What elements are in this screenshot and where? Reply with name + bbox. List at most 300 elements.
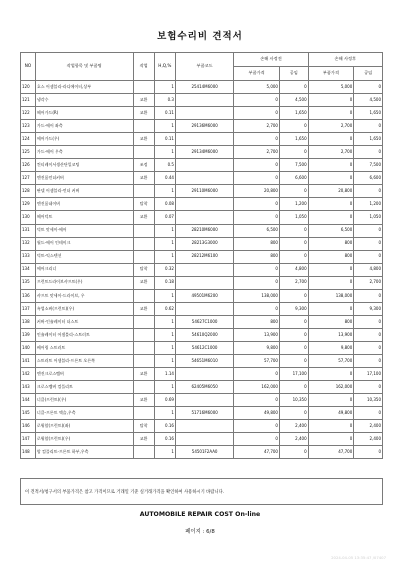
row-part-price-after: 47,700 [308, 446, 354, 459]
row-work-type: 탈착 [133, 420, 154, 433]
table-row [21, 237, 383, 250]
table-row [21, 81, 383, 94]
row-part-price-after: 0 [308, 172, 354, 185]
row-no: 123 [21, 120, 36, 133]
price-note: 이 견적서/청구서의 부품가격은 참고 가격이므로 거래일 기준 실거래가격을 확인하여 사용하시기 바랍니다. [20, 478, 383, 505]
row-part-code [175, 420, 233, 433]
row-labor-after: 4,500 [354, 94, 383, 107]
row-labor-before: 1,200 [279, 198, 308, 211]
table-row [21, 146, 383, 159]
row-item-name: 엔진룸언더커버 [35, 172, 133, 185]
row-part-code [175, 394, 233, 407]
header-before-group: 손해 사정전 [234, 53, 308, 67]
row-part-price-before: 49,800 [234, 407, 280, 420]
table-row [21, 420, 383, 433]
row-part-price-after: 0 [308, 433, 354, 446]
row-work-type [133, 237, 154, 250]
row-labor-before: 0 [279, 381, 308, 394]
row-part-code: 54651M6010 [175, 354, 233, 367]
row-part-code: 54612C1000 [175, 341, 233, 354]
row-labor-after: 0 [354, 446, 383, 459]
row-work-type [133, 81, 154, 94]
row-hq: 0.5 [154, 159, 175, 172]
row-work-type: 교환 [133, 94, 154, 107]
row-part-price-before: 0 [234, 368, 280, 381]
row-hq: 1 [154, 237, 175, 250]
row-part-code: 49501M6200 [175, 289, 233, 302]
row-labor-before: 0 [279, 315, 308, 328]
header-part-price-after: 부품가격 [308, 67, 354, 81]
row-hq: 0.11 [154, 107, 175, 120]
row-work-type [133, 224, 154, 237]
row-part-price-after: 0 [308, 94, 354, 107]
row-labor-after: 9,300 [354, 302, 383, 315]
row-item-name: 가드-에어 좌측 [35, 120, 133, 133]
header-item: 작업항목 및 부품명 [35, 53, 133, 81]
row-work-type [133, 341, 154, 354]
row-no: 125 [21, 146, 36, 159]
row-labor-after: 0 [354, 407, 383, 420]
row-part-price-before: 0 [234, 394, 280, 407]
row-part-price-after: 800 [308, 237, 354, 250]
row-work-type: 교환 [133, 211, 154, 224]
row-labor-before: 0 [279, 146, 308, 159]
row-labor-before: 0 [279, 446, 308, 459]
row-labor-after: 1,650 [354, 133, 383, 146]
row-work-type: 교환 [133, 433, 154, 446]
row-hq: 1 [154, 381, 175, 394]
row-labor-before: 0 [279, 354, 308, 367]
row-labor-before: 2,400 [279, 420, 308, 433]
row-labor-after: 4,800 [354, 263, 383, 276]
row-hq: 1.14 [154, 368, 175, 381]
row-no: 132 [21, 237, 36, 250]
row-part-price-after: 162,000 [308, 381, 354, 394]
header-part-price-before: 부품가격 [234, 67, 280, 81]
row-labor-before: 1,650 [279, 133, 308, 146]
row-part-price-after: 800 [308, 250, 354, 263]
row-part-price-before: 800 [234, 250, 280, 263]
row-item-name: 암 컴플리트-프론트 하부,우측 [35, 446, 133, 459]
row-work-type [133, 250, 154, 263]
row-no: 147 [21, 433, 36, 446]
row-part-price-after: 2,700 [308, 146, 354, 159]
row-part-price-before: 800 [234, 315, 280, 328]
table-row [21, 224, 383, 237]
row-part-price-before: 0 [234, 94, 280, 107]
row-hq: 0.08 [154, 198, 175, 211]
row-item-name: 쇽업소버(프런트)(우) [35, 302, 133, 315]
row-labor-after: 1,050 [354, 211, 383, 224]
row-no: 127 [21, 172, 36, 185]
header-code: 부품코드 [175, 53, 233, 81]
row-part-price-after: 0 [308, 198, 354, 211]
row-part-price-before: 162,000 [234, 381, 280, 394]
row-part-price-before: 0 [234, 276, 280, 289]
row-part-price-after: 0 [308, 133, 354, 146]
row-no: 145 [21, 407, 36, 420]
row-part-price-before: 2,700 [234, 146, 280, 159]
row-item-name: 샤프트 앗세이-드라이브, 우 [35, 289, 133, 302]
row-labor-after: 0 [354, 224, 383, 237]
row-part-price-before: 57,700 [234, 354, 280, 367]
row-hq: 1 [154, 120, 175, 133]
row-part-price-before: 800 [234, 237, 280, 250]
row-hq: 0.3 [154, 94, 175, 107]
row-part-code: 51716M6000 [175, 407, 233, 420]
row-labor-before: 0 [279, 237, 308, 250]
table-row [21, 446, 383, 459]
table-row [21, 433, 383, 446]
row-part-price-after: 9,800 [308, 341, 354, 354]
row-labor-before: 1,050 [279, 211, 308, 224]
table-row [21, 172, 383, 185]
table-row [21, 250, 383, 263]
row-labor-after: 0 [354, 146, 383, 159]
estimate-table [20, 52, 383, 459]
row-work-type: 조정 [133, 159, 154, 172]
row-part-price-before: 47,700 [234, 446, 280, 459]
row-hq: 1 [154, 341, 175, 354]
table-row [21, 263, 383, 276]
row-work-type [133, 315, 154, 328]
row-labor-after: 0 [354, 120, 383, 133]
row-no: 141 [21, 354, 36, 367]
table-row [21, 394, 383, 407]
row-labor-after: 0 [354, 328, 383, 341]
row-work-type: 탈착 [133, 263, 154, 276]
table-row [21, 185, 383, 198]
row-work-type: 교환 [133, 133, 154, 146]
row-no: 129 [21, 198, 36, 211]
row-part-price-after: 0 [308, 420, 354, 433]
row-labor-before: 0 [279, 289, 308, 302]
row-no: 136 [21, 289, 36, 302]
row-work-type: 교환 [133, 394, 154, 407]
row-labor-before: 0 [279, 341, 308, 354]
header-labor-before: 공임 [279, 67, 308, 81]
row-part-code: 28212M6100 [175, 250, 233, 263]
print-timestamp: 2024-04-05 13:35:47 /07407 [331, 555, 386, 560]
row-no: 134 [21, 263, 36, 276]
row-part-code: 54501F2AA0 [175, 446, 233, 459]
table-row [21, 159, 383, 172]
row-part-price-after: 0 [308, 211, 354, 224]
row-no: 142 [21, 368, 36, 381]
row-work-type: 교환 [133, 107, 154, 120]
row-part-code: 62405M6050 [175, 381, 233, 394]
row-work-type: 교환 [133, 172, 154, 185]
row-work-type [133, 289, 154, 302]
row-item-name: 헤어가드(R) [35, 107, 133, 120]
row-part-code [175, 159, 233, 172]
row-hq: 1 [154, 185, 175, 198]
row-no: 139 [21, 328, 36, 341]
row-no: 121 [21, 94, 36, 107]
row-labor-after: 0 [354, 185, 383, 198]
row-part-price-after: 0 [308, 276, 354, 289]
row-part-price-after: 0 [308, 368, 354, 381]
row-part-code [175, 263, 233, 276]
row-hq: 1 [154, 289, 175, 302]
table-row [21, 328, 383, 341]
row-item-name: 베어링 스트러트 [35, 341, 133, 354]
row-work-type [133, 146, 154, 159]
row-item-name: 프런트드라이브샤프트(우) [35, 276, 133, 289]
row-no: 135 [21, 276, 36, 289]
row-part-price-after: 0 [308, 263, 354, 276]
row-labor-before: 2,400 [279, 433, 308, 446]
row-part-price-after: 0 [308, 302, 354, 315]
row-work-type [133, 354, 154, 367]
table-row [21, 120, 383, 133]
row-part-price-before: 0 [234, 172, 280, 185]
row-part-price-before: 0 [234, 263, 280, 276]
row-hq: 1 [154, 81, 175, 94]
row-labor-after: 1,200 [354, 198, 383, 211]
row-part-price-before: 0 [234, 198, 280, 211]
row-part-price-after: 138,000 [308, 289, 354, 302]
row-part-code: 29134M6000 [175, 146, 233, 159]
document-title: 보험수리비 견적서 [157, 31, 243, 42]
row-part-price-after: 800 [308, 315, 354, 328]
row-labor-after: 0 [354, 81, 383, 94]
row-part-price-after: 0 [308, 394, 354, 407]
row-no: 146 [21, 420, 36, 433]
row-hq: 1 [154, 224, 175, 237]
row-hq: 0.44 [154, 172, 175, 185]
row-part-price-before: 20,800 [234, 185, 280, 198]
row-labor-after: 0 [354, 315, 383, 328]
row-item-name: 너클-프론트 액슬,우측 [35, 407, 133, 420]
row-item-name: 월드-에어 인테이크 [35, 237, 133, 250]
row-work-type [133, 185, 154, 198]
row-labor-after: 0 [354, 354, 383, 367]
row-item-name: 헤어덕트 [35, 211, 133, 224]
row-item-name: 커버-인슐레이터 더스트 [35, 315, 133, 328]
row-no: 138 [21, 315, 36, 328]
row-labor-after: 0 [354, 250, 383, 263]
table-row [21, 407, 383, 420]
row-no: 143 [21, 381, 36, 394]
row-no: 122 [21, 107, 36, 120]
row-labor-before: 10,350 [279, 394, 308, 407]
row-part-price-after: 49,800 [308, 407, 354, 420]
row-labor-after: 0 [354, 381, 383, 394]
row-labor-after: 1,650 [354, 107, 383, 120]
row-item-name: 냉각수 [35, 94, 133, 107]
row-labor-before: 0 [279, 81, 308, 94]
row-part-price-after: 57,700 [308, 354, 354, 367]
row-part-price-before: 0 [234, 420, 280, 433]
row-part-price-before: 0 [234, 133, 280, 146]
row-hq: 0.32 [154, 263, 175, 276]
row-part-price-after: 20,800 [308, 185, 354, 198]
row-part-code [175, 276, 233, 289]
row-labor-before: 0 [279, 407, 308, 420]
row-part-price-after: 2,700 [308, 120, 354, 133]
row-labor-before: 7,500 [279, 159, 308, 172]
header-after-group: 손해 사정후 [308, 53, 382, 67]
row-hq: 0.18 [154, 276, 175, 289]
row-work-type [133, 381, 154, 394]
row-part-code [175, 94, 233, 107]
row-part-code [175, 198, 233, 211]
row-hq: 0.69 [154, 394, 175, 407]
row-hq: 1 [154, 446, 175, 459]
row-no: 148 [21, 446, 36, 459]
row-labor-after: 2,400 [354, 433, 383, 446]
row-labor-after: 6,600 [354, 172, 383, 185]
row-no: 120 [21, 81, 36, 94]
row-item-name: 인슐레이터 어셈블리-스트러트 [35, 328, 133, 341]
table-row [21, 302, 383, 315]
row-part-code [175, 368, 233, 381]
row-part-code: 29110M6000 [175, 185, 233, 198]
row-part-price-before: 9,800 [234, 341, 280, 354]
row-labor-after: 0 [354, 341, 383, 354]
row-labor-before: 0 [279, 120, 308, 133]
table-row [21, 94, 383, 107]
row-hq: 0.11 [154, 133, 175, 146]
row-work-type: 탈착 [133, 198, 154, 211]
row-part-price-after: 13,900 [308, 328, 354, 341]
header-work: 작업 [133, 53, 154, 81]
table-row [21, 341, 383, 354]
table-row [21, 276, 383, 289]
row-labor-before: 9,300 [279, 302, 308, 315]
table-row [21, 211, 383, 224]
row-work-type [133, 407, 154, 420]
row-item-name: 에어크리너 [35, 263, 133, 276]
row-part-price-before: 2,700 [234, 120, 280, 133]
row-part-code [175, 433, 233, 446]
row-labor-after: 17,100 [354, 368, 383, 381]
row-item-name: 가드-에어 우측 [35, 146, 133, 159]
table-row [21, 289, 383, 302]
row-labor-after: 0 [354, 237, 383, 250]
row-part-price-before: 0 [234, 107, 280, 120]
footer-title: AUTOMOBILE REPAIR COST On-line [139, 511, 261, 518]
header-no: NO [21, 53, 36, 81]
row-item-name: 판넬 어셈블리-언더 커버 [35, 185, 133, 198]
row-labor-before: 6,600 [279, 172, 308, 185]
row-part-code: 29136M6000 [175, 120, 233, 133]
row-hq: 1 [154, 407, 175, 420]
row-item-name: 컨티레이서생산단일코팅 [35, 159, 133, 172]
row-part-code [175, 302, 233, 315]
row-no: 128 [21, 185, 36, 198]
row-part-price-before: 6,500 [234, 224, 280, 237]
row-labor-after: 7,500 [354, 159, 383, 172]
row-hq: 1 [154, 250, 175, 263]
row-labor-before: 0 [279, 185, 308, 198]
row-work-type [133, 120, 154, 133]
row-part-price-before: 138,000 [234, 289, 280, 302]
row-part-price-after: 0 [308, 107, 354, 120]
row-part-price-before: 5,000 [234, 81, 280, 94]
table-row [21, 354, 383, 367]
row-item-name: 너클(프런트)(우) [35, 394, 133, 407]
header-labor-after: 공임 [354, 67, 383, 81]
row-no: 144 [21, 394, 36, 407]
header-hq: H,Q,% [154, 53, 175, 81]
row-no: 140 [21, 341, 36, 354]
estimate-rows [21, 81, 383, 459]
row-no: 133 [21, 250, 36, 263]
row-labor-after: 0 [354, 289, 383, 302]
page-indicator: 페이지 : 6/8 [185, 529, 215, 535]
row-hq: 1 [154, 146, 175, 159]
table-row [21, 107, 383, 120]
row-item-name: 에어가드(우) [35, 133, 133, 146]
row-item-name: 엔진룸네이버 [35, 198, 133, 211]
row-item-name: 덕트 앗세이-에어 [35, 224, 133, 237]
row-part-code: 54627C1000 [175, 315, 233, 328]
row-part-code [175, 172, 233, 185]
row-part-price-before: 0 [234, 433, 280, 446]
row-work-type: 교환 [133, 368, 154, 381]
row-labor-after: 2,700 [354, 276, 383, 289]
row-part-price-after: 5,000 [308, 81, 354, 94]
row-part-code [175, 107, 233, 120]
row-hq: 0.07 [154, 211, 175, 224]
row-labor-before: 0 [279, 250, 308, 263]
table-row [21, 368, 383, 381]
row-hq: 0.16 [154, 420, 175, 433]
row-labor-after: 10,350 [354, 394, 383, 407]
row-labor-before: 17,100 [279, 368, 308, 381]
row-part-code [175, 133, 233, 146]
row-no: 124 [21, 133, 36, 146]
row-item-name: 스트러트 어셈블리-프론트 오른쪽 [35, 354, 133, 367]
row-labor-before: 0 [279, 224, 308, 237]
row-item-name: 덕트-익스텐션 [35, 250, 133, 263]
row-work-type: 교환 [133, 302, 154, 315]
row-hq: 1 [154, 315, 175, 328]
row-part-price-before: 0 [234, 302, 280, 315]
table-row [21, 315, 383, 328]
row-part-price-after: 6,500 [308, 224, 354, 237]
row-labor-after: 2,400 [354, 420, 383, 433]
row-part-code: 28210M6000 [175, 224, 233, 237]
row-hq: 0.16 [154, 433, 175, 446]
row-no: 131 [21, 224, 36, 237]
row-item-name: 크로스멤버 컴플리트 [35, 381, 133, 394]
row-work-type: 교환 [133, 276, 154, 289]
row-work-type [133, 446, 154, 459]
row-hq: 1 [154, 328, 175, 341]
row-labor-before: 0 [279, 328, 308, 341]
row-part-price-before: 13,900 [234, 328, 280, 341]
row-labor-before: 1,650 [279, 107, 308, 120]
row-item-name: 호스 어셈블리-라디에이터,상부 [35, 81, 133, 94]
row-labor-before: 2,700 [279, 276, 308, 289]
row-no: 137 [21, 302, 36, 315]
row-part-price-after: 0 [308, 159, 354, 172]
row-part-price-before: 0 [234, 211, 280, 224]
table-row [21, 381, 383, 394]
row-no: 126 [21, 159, 36, 172]
row-part-price-before: 0 [234, 159, 280, 172]
row-labor-before: 4,500 [279, 94, 308, 107]
row-item-name: 엔진크로스멤버 [35, 368, 133, 381]
row-labor-before: 4,800 [279, 263, 308, 276]
row-hq: 1 [154, 354, 175, 367]
row-part-code: 28213G3000 [175, 237, 233, 250]
table-row [21, 133, 383, 146]
row-hq: 0.62 [154, 302, 175, 315]
